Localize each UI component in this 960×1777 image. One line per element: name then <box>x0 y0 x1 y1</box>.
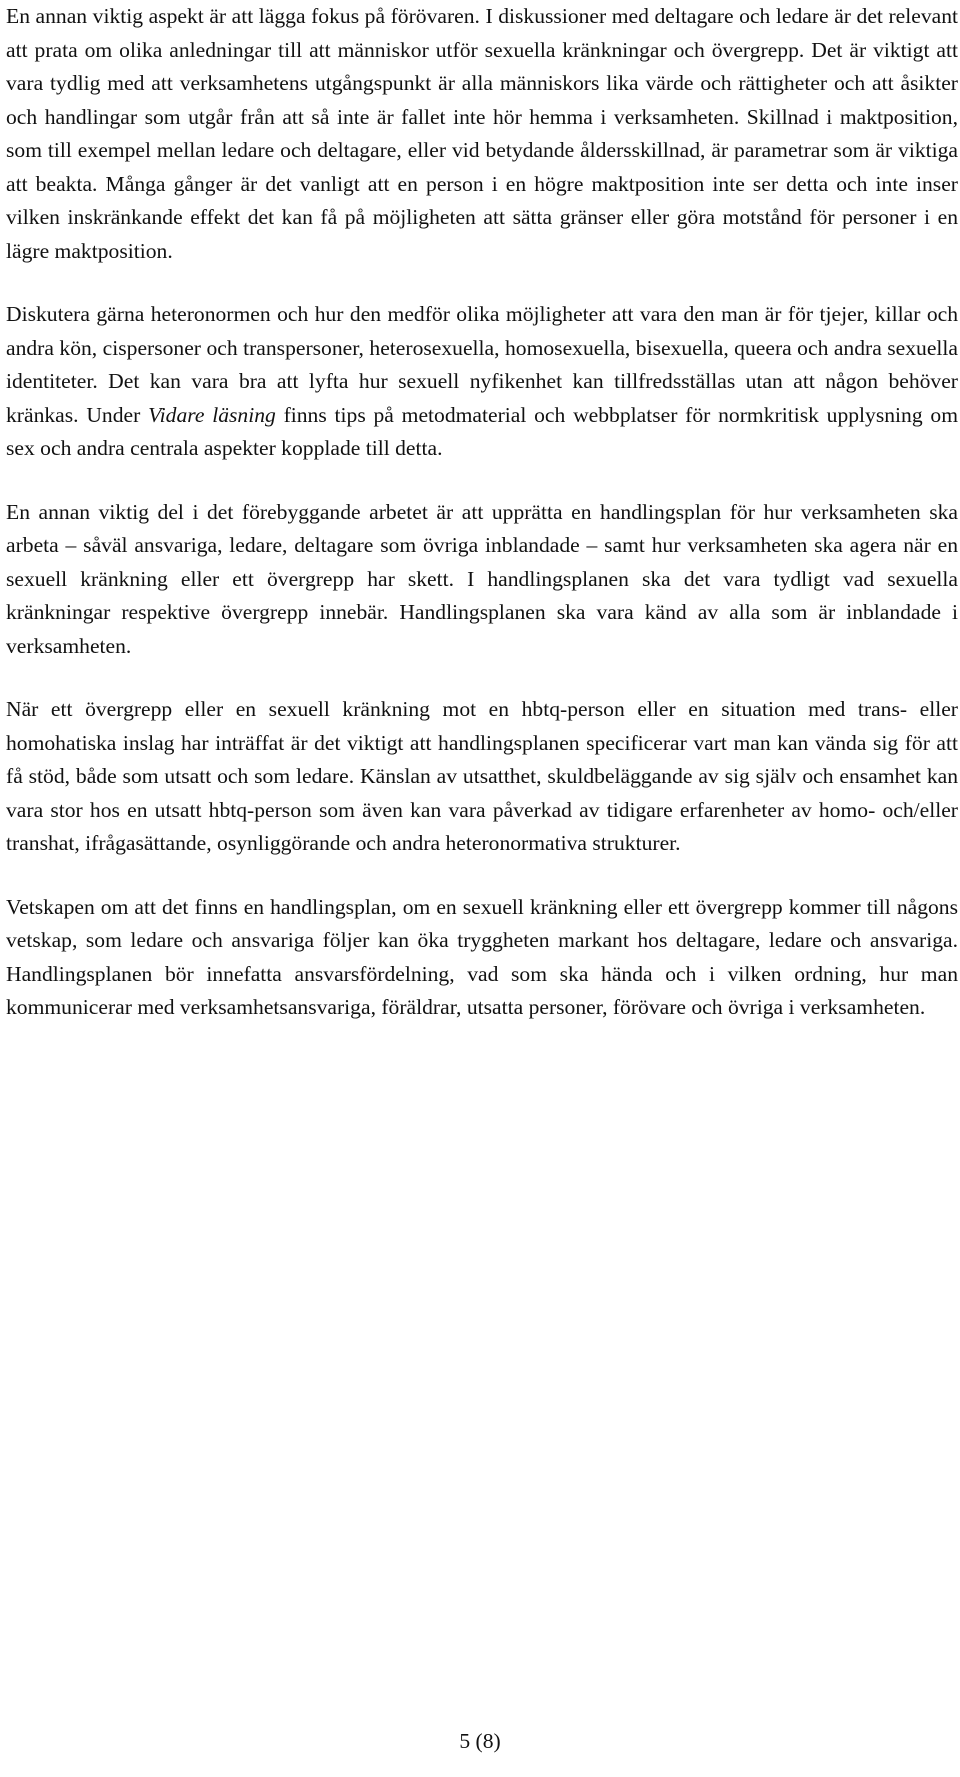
paragraph-perpetrator-focus: En annan viktig aspekt är att lägga fokus på förövaren. I diskussioner med deltagare och ledare är det relevant att prata om olika anledningar till att människor utför sexuella kränkningar och övergrepp. Det är viktigt att vara tydlig med att verksamhetens utgångspunkt är alla människors lika värde och rättigheter och att åsikter och handlingar som utgår från att så inte är fallet inte hör hemma i verksamheten. Skillnad i maktposition, som till exempel mellan ledare och deltagare, eller vid betydande åldersskillnad, är parametrar som är viktiga att beakta. Många gånger är det vanligt att en person i en högre maktposition inte ser detta och inte inser vilken inskränkande effekt det kan få på möjligheten att sätta gränser eller göra motstånd för personer i en lägre maktposition. <box>6 4 958 263</box>
paragraph-heteronorm-text-before: Diskutera gärna heteronormen och hur den medför olika möjligheter att vara den man är för tjejer, killar och andra kön, cispersoner och transpersoner, heterosexuella, homosexuella, bisexuella, queera och andra sexuella identiteter. Det kan vara bra att lyfta hur sexuell nyfikenhet kan tillfredsställas utan att någon behöver kränkas. Under <box>6 302 958 427</box>
further-reading-reference: Vidare läsning <box>148 402 276 427</box>
page-number: 5 (8) <box>459 1729 501 1753</box>
paragraph-hbtq-support: När ett övergrepp eller en sexuell kränkning mot en hbtq-person eller en situation med trans- eller homohatiska inslag har inträffat är det viktigt att handlingsplanen specificerar vart man kan vända sig för att få stöd, både som utsatt och som ledare. Känslan av utsatthet, skuldbeläggande av sig själv och ensamhet kan vara stor hos en utsatt hbtq-person som även kan vara påverkad av tidigare erfarenheter av homo- och/eller transhat, ifrågasättande, osynliggörande och andra heteronormativa strukturer. <box>6 697 958 855</box>
document-page <box>6 0 958 1025</box>
paragraph-heteronorm-text-after: finns tips på metodmaterial och webbplatser för normkritisk upplysning om sex och andra centrala aspekter kopplade till detta. <box>6 402 959 460</box>
paragraph-plan-awareness: Vetskapen om att det finns en handlingsplan, om en sexuell kränkning eller ett övergrepp kommer till någons vetskap, som ledare och ansvariga följer kan öka tryggheten markant hos deltagare, ledare och ansvariga. Handlingsplanen bör innefatta ansvarsfördelning, vad som ska hända och i vilken ordning, hur man kommunicerar med verksamhetsansvariga, föräldrar, utsatta personer, förövare och övriga i verksamheten. <box>6 894 958 1019</box>
paragraph-heteronorm <box>6 298 958 466</box>
paragraph-action-plan: En annan viktig del i det förebyggande arbetet är att upprätta en handlingsplan för hur verksamheten ska arbeta – såväl ansvariga, ledare, deltagare som övriga inblandade – samt hur verksamheten ska agera när en sexuell kränkning eller ett övergrepp har skett. I handlingsplanen ska det vara tydligt vad sexuella kränkningar respektive övergrepp innebär. Handlingsplanen ska vara känd av alla som är inblandade i verksamheten. <box>6 499 958 658</box>
